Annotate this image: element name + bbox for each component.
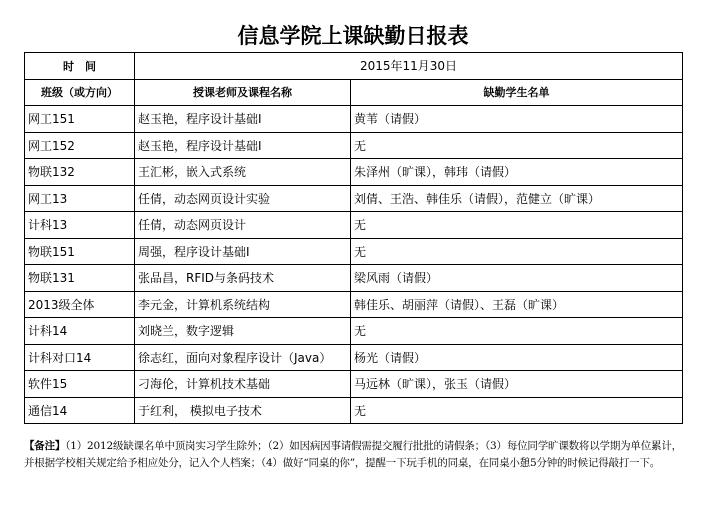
- cell-teacher-course: 任倩，动态网页设计: [135, 212, 351, 239]
- cell-absent: 无: [351, 397, 683, 424]
- cell-teacher-course: 刘晓兰，数字逻辑: [135, 318, 351, 345]
- cell-absent: 刘倩、王浩、韩佳乐（请假），范健立（旷课）: [351, 185, 683, 212]
- remarks-text: （1）2012级缺课名单中顶岗实习学生除外；（2）如因病因事请假需提交履行批批的请假条；（3）每位同学旷课数将以学期为单位累计，并根据学校相关规定给予相应处分，记入个人档案；（4）做好“同桌的你”，提醒一下玩手机的同桌，在同桌小憩5分钟的时候记得敲打一下。: [24, 440, 682, 469]
- header-row: [25, 79, 683, 106]
- cell-class: 计科13: [25, 212, 135, 239]
- report-date: 2015年11月30日: [135, 53, 683, 80]
- table-row: [25, 265, 683, 292]
- cell-class: 计科对口14: [25, 344, 135, 371]
- cell-class: 网工13: [25, 185, 135, 212]
- date-row: [25, 53, 683, 80]
- cell-absent: 无: [351, 212, 683, 239]
- remarks-lead: 【备注】: [24, 440, 66, 452]
- table-row: [25, 185, 683, 212]
- table-row: [25, 291, 683, 318]
- cell-absent: 杨光（请假）: [351, 344, 683, 371]
- table-row: [25, 238, 683, 265]
- cell-teacher-course: 周强，程序设计基础I: [135, 238, 351, 265]
- cell-absent: 朱泽州（旷课），韩玮（请假）: [351, 159, 683, 186]
- table-row: [25, 397, 683, 424]
- cell-absent: 韩佳乐、胡丽萍（请假）、王磊（旷课）: [351, 291, 683, 318]
- column-header-class: 班级（或方向）: [25, 79, 135, 106]
- cell-class: 物联131: [25, 265, 135, 292]
- table-row: [25, 159, 683, 186]
- cell-class: 网工151: [25, 106, 135, 133]
- table-row: [25, 132, 683, 159]
- cell-teacher-course: 张品昌，RFID与条码技术: [135, 265, 351, 292]
- cell-teacher-course: 徐志红，面向对象程序设计（Java）: [135, 344, 351, 371]
- cell-absent: 黄苇（请假）: [351, 106, 683, 133]
- table-row: [25, 371, 683, 398]
- page-title: 信息学院上课缺勤日报表: [237, 23, 469, 48]
- cell-class: 物联132: [25, 159, 135, 186]
- cell-teacher-course: 刁海伦，计算机技术基础: [135, 371, 351, 398]
- absence-table: [24, 52, 683, 424]
- cell-teacher-course: 王汇彬，嵌入式系统: [135, 159, 351, 186]
- cell-class: 网工152: [25, 132, 135, 159]
- table-row: [25, 318, 683, 345]
- cell-absent: 无: [351, 238, 683, 265]
- table-row: [25, 344, 683, 371]
- cell-absent: 无: [351, 318, 683, 345]
- cell-teacher-course: 李元金，计算机系统结构: [135, 291, 351, 318]
- table-row: [25, 106, 683, 133]
- time-label: 时 间: [25, 53, 135, 80]
- cell-teacher-course: 任倩，动态网页设计实验: [135, 185, 351, 212]
- cell-class: 软件15: [25, 371, 135, 398]
- cell-teacher-course: 赵玉艳，程序设计基础I: [135, 106, 351, 133]
- remarks: [24, 438, 684, 472]
- cell-absent: 无: [351, 132, 683, 159]
- column-header-absent: 缺勤学生名单: [351, 79, 683, 106]
- cell-teacher-course: 赵玉艳，程序设计基础I: [135, 132, 351, 159]
- cell-class: 2013级全体: [25, 291, 135, 318]
- cell-class: 物联151: [25, 238, 135, 265]
- column-header-teacher-course: 授课老师及课程名称: [135, 79, 351, 106]
- table-row: [25, 212, 683, 239]
- cell-teacher-course: 于红利， 模拟电子技术: [135, 397, 351, 424]
- cell-class: 通信14: [25, 397, 135, 424]
- cell-absent: 马远林（旷课），张玉（请假）: [351, 371, 683, 398]
- cell-class: 计科14: [25, 318, 135, 345]
- cell-absent: 梁风雨（请假）: [351, 265, 683, 292]
